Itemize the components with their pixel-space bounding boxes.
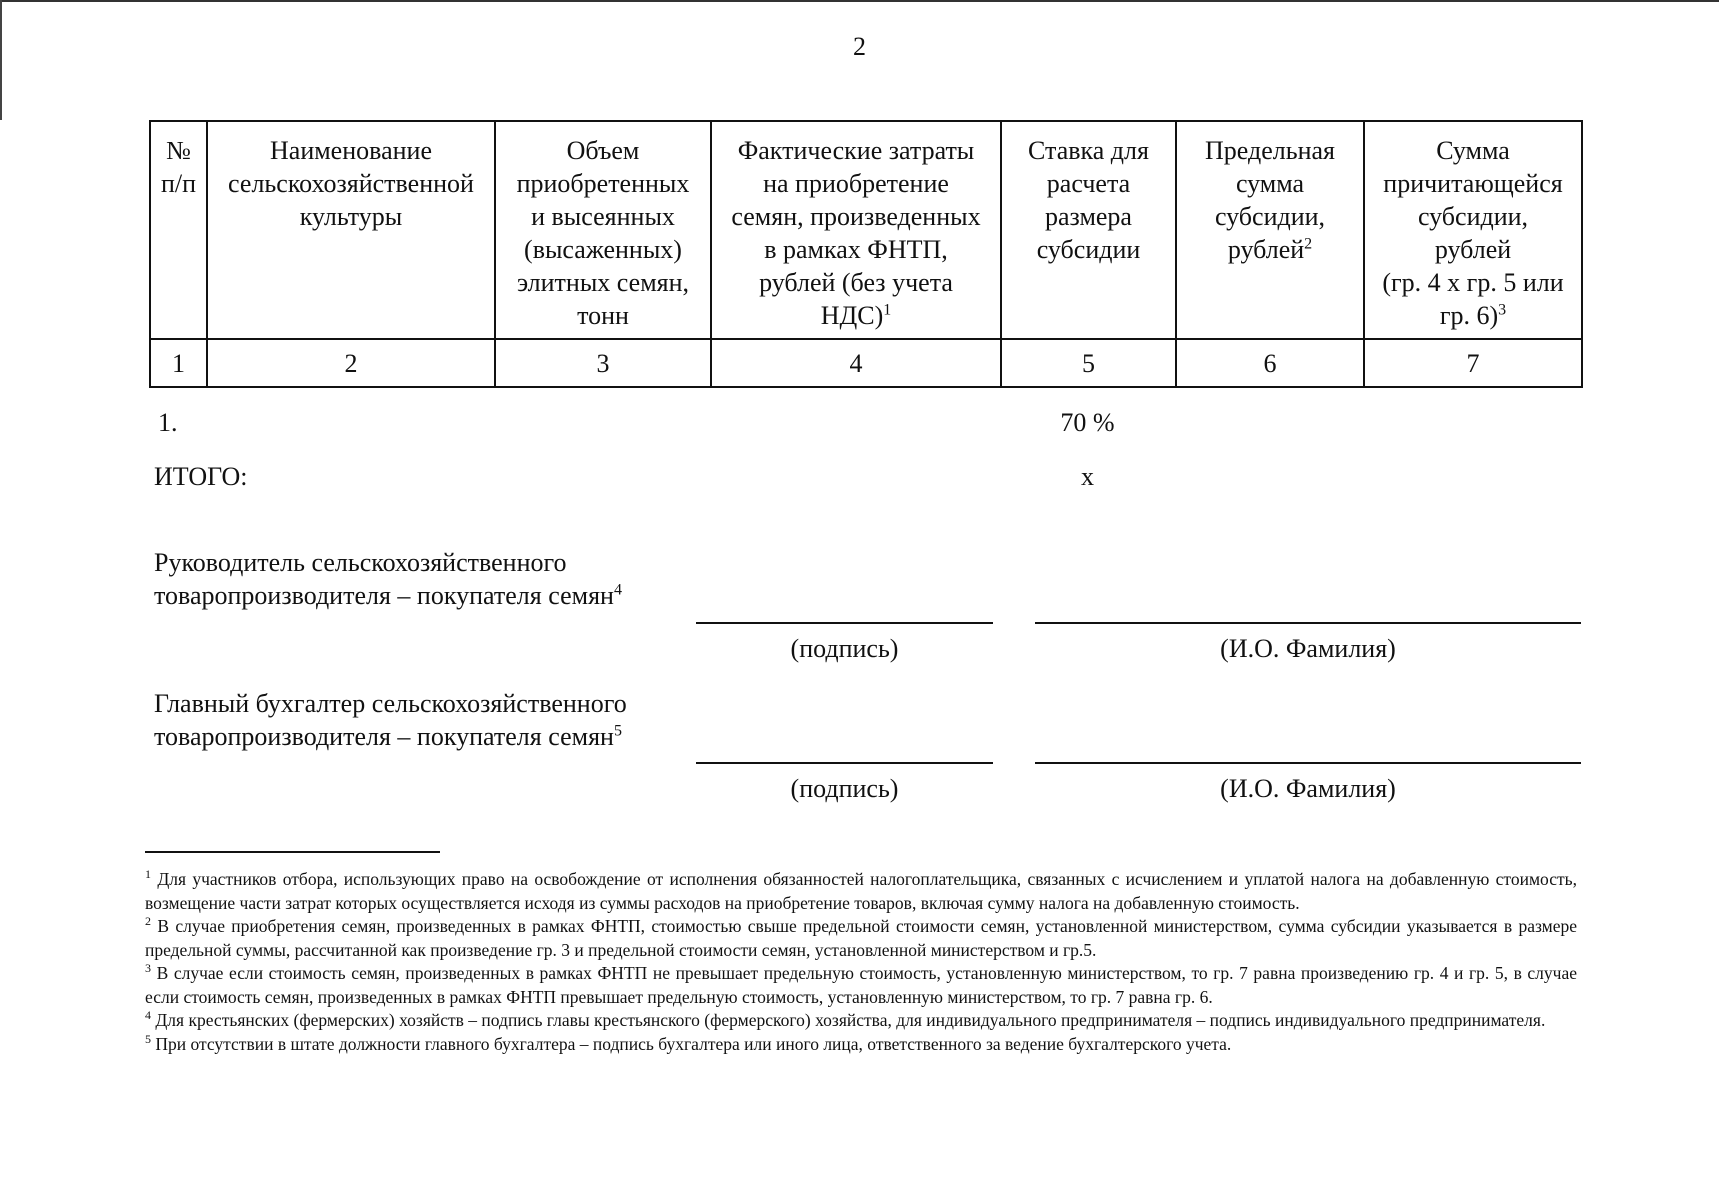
row-1-rate: 70 %: [1060, 408, 1115, 437]
column-number-cell: 1: [150, 339, 207, 387]
signature-caption: (подпись): [790, 774, 899, 803]
footnote-2: $^2$ В случае приобретения семян, произведенных в рамках ФНТП, стоимостью свыше предельной стоимости семян, установленной министерством, сумма субсидии указывается в размере предельной суммы, рассчитанной как произведение гр. 3 и предельной стоимости семян, установленной министерством и гр.5.: [145, 914, 1577, 960]
signature-caption: (подпись): [790, 634, 899, 663]
page-number: 2: [853, 32, 866, 61]
name-line: [1035, 622, 1581, 624]
footnote-mark: 1: [883, 301, 892, 319]
signature-line: [696, 622, 993, 624]
footnote-mark: 2: [1304, 235, 1313, 253]
col-header-actual-costs: Фактические затраты на приобретение семян, произведенных в рамках ФНТП, рублей (без учета НДС)$^1$: [711, 121, 1001, 339]
column-number-row: [150, 339, 1582, 387]
column-number-cell: 3: [495, 339, 711, 387]
accountant-title-line-2: товаропроизводителя – покупателя семян$^5$: [154, 722, 622, 751]
name-caption: (И.О. Фамилия): [1220, 774, 1396, 803]
column-number-cell: 2: [207, 339, 495, 387]
column-number-cell: 7: [1364, 339, 1582, 387]
signature-line: [696, 762, 993, 764]
footnote-5: $^5$ При отсутствии в штате должности главного бухгалтера – подпись бухгалтера или иного лица, ответственного за ведение бухгалтерского учета.: [145, 1031, 1232, 1054]
col-header-crop-name: Наименование сельскохозяйственной культуры: [207, 121, 495, 339]
footnote-mark: 4: [613, 581, 622, 599]
total-label: ИТОГО:: [154, 462, 248, 491]
footnotes: [145, 868, 1577, 1056]
col-header-number: № п/п: [150, 121, 207, 339]
footnote-mark: 5: [613, 722, 622, 740]
name-caption: (И.О. Фамилия): [1220, 634, 1396, 663]
head-title-line-2: товаропроизводителя – покупателя семян$^4$: [154, 581, 622, 610]
row-1-number: 1.: [158, 408, 178, 437]
column-number-cell: 4: [711, 339, 1001, 387]
col-header-due-subsidy: Сумма причитающейся субсидии, рублей (гр. 4 х гр. 5 или гр. 6)$^3$: [1364, 121, 1582, 339]
footnote-3: $^3$ В случае если стоимость семян, произведенных в рамках ФНТП не превышает предельную стоимость, установленную министерством, то гр. 7 равна произведению гр. 4 и гр. 5, в случае если стоимость семян, произведенных в рамках ФНТП превышает предельную стоимость, установленную министерством, то гр. 7 равна гр. 6.: [145, 961, 1577, 1007]
subsidy-table: [149, 120, 1583, 388]
head-title-line-1: Руководитель сельскохозяйственного: [154, 548, 567, 577]
name-line: [1035, 762, 1581, 764]
table-header-row: [150, 121, 1582, 339]
column-number-cell: 5: [1001, 339, 1176, 387]
accountant-title-line-1: Главный бухгалтер сельскохозяйственного: [154, 689, 627, 718]
footnote-separator: [145, 851, 440, 853]
col-header-max-subsidy: Предельная сумма субсидии, рублей$^2$: [1176, 121, 1364, 339]
col-header-rate: Ставка для расчета размера субсидии: [1001, 121, 1176, 339]
footnote-mark: 3: [1498, 301, 1507, 319]
col-header-seed-volume: Объем приобретенных и высеянных (высаженных) элитных семян, тонн: [495, 121, 711, 339]
total-rate: х: [1081, 462, 1094, 491]
footnote-1: $^1$ Для участников отбора, использующих право на освобождение от исполнения обязанностей налогоплательщика, связанных с исчислением и уплатой налога на добавленную стоимость, возмещение части затрат которых осуществляется исходя из суммы расходов на приобретение товаров, включая сумму налога на добавленную стоимость.: [145, 867, 1577, 913]
footnote-4: $^4$ Для крестьянских (фермерских) хозяйств – подпись главы крестьянского (фермерского) хозяйства, для индивидуального предпринимателя – подпись индивидуального предпринимателя.: [145, 1008, 1546, 1030]
column-number-cell: 6: [1176, 339, 1364, 387]
scan-border-top: [0, 0, 1719, 2]
